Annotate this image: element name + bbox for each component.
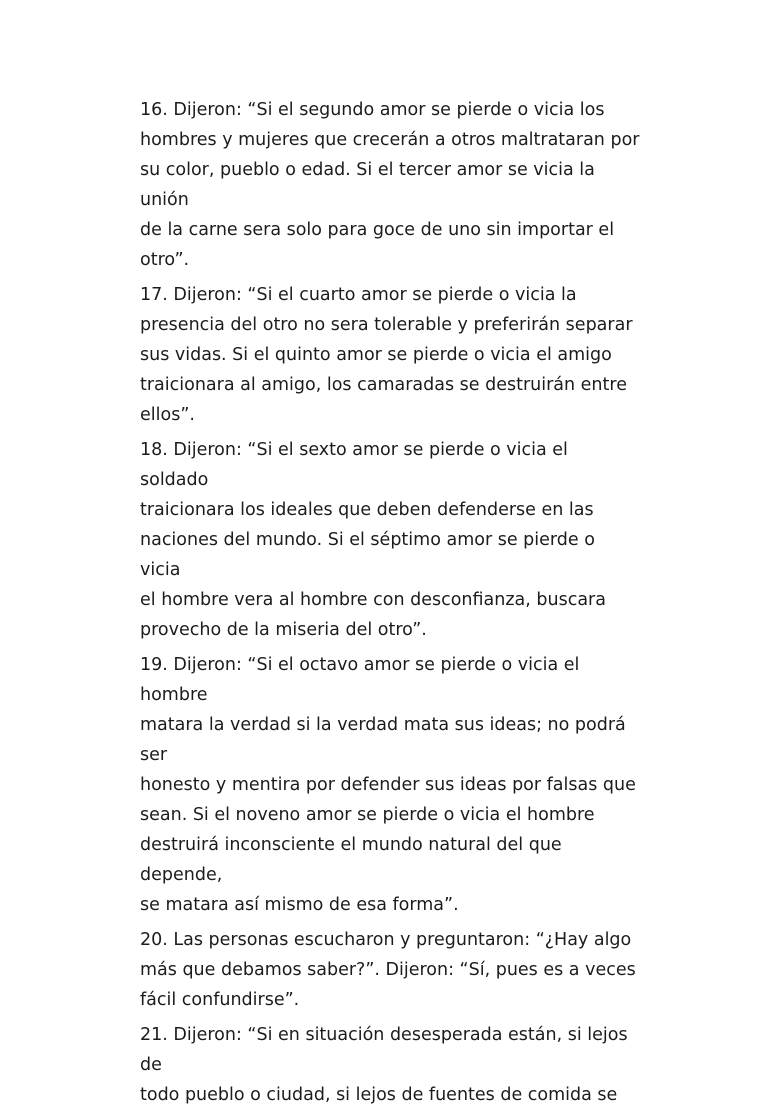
text-line: honesto y mentira por defender sus ideas por falsas que	[140, 775, 636, 795]
text-line: hombres y mujeres que crecerán a otros maltrataran por	[140, 130, 640, 150]
text-line: 21. Dijeron: “Si en situación desesperada están, si lejos de	[140, 1025, 628, 1075]
text-line: fácil confundirse”.	[140, 990, 300, 1010]
text-line: otro”.	[140, 250, 190, 270]
text-line: presencia del otro no sera tolerable y preferirán separar	[140, 315, 633, 335]
paragraph-17	[140, 280, 640, 430]
document-page	[140, 95, 640, 1115]
paragraph-16	[140, 95, 640, 275]
text-line: se matara así mismo de esa forma”.	[140, 895, 459, 915]
text-line: matara la verdad si la verdad mata sus ideas; no podrá ser	[140, 715, 626, 765]
text-line: destruirá inconsciente el mundo natural del que depende,	[140, 835, 562, 885]
paragraph-21	[140, 1020, 640, 1110]
text-line: más que debamos saber?”. Dijeron: “Sí, pues es a veces	[140, 960, 636, 980]
text-line: naciones del mundo. Si el séptimo amor se pierde o vicia	[140, 530, 595, 580]
text-line: sean. Si el noveno amor se pierde o vicia el hombre	[140, 805, 595, 825]
text-line: traicionara los ideales que deben defenderse en las	[140, 500, 594, 520]
paragraph-19	[140, 650, 640, 920]
text-line: su color, pueblo o edad. Si el tercer amor se vicia la unión	[140, 160, 595, 210]
text-line: traicionara al amigo, los camaradas se destruirán entre	[140, 375, 627, 395]
paragraph-20	[140, 925, 640, 1015]
text-line: 16. Dijeron: “Si el segundo amor se pierde o vicia los	[140, 100, 605, 120]
text-line: todo pueblo o ciudad, si lejos de fuentes de comida se	[140, 1085, 618, 1105]
text-line: 18. Dijeron: “Si el sexto amor se pierde o vicia el soldado	[140, 440, 568, 490]
text-line: provecho de la miseria del otro”.	[140, 620, 427, 640]
text-line: sus vidas. Si el quinto amor se pierde o vicia el amigo	[140, 345, 612, 365]
text-line: el hombre vera al hombre con desconfianza, buscara	[140, 590, 606, 610]
paragraph-18	[140, 435, 640, 645]
text-line: 20. Las personas escucharon y preguntaron: “¿Hay algo	[140, 930, 632, 950]
text-line: ellos”.	[140, 405, 195, 425]
text-line: 17. Dijeron: “Si el cuarto amor se pierde o vicia la	[140, 285, 577, 305]
text-line: de la carne sera solo para goce de uno sin importar el	[140, 220, 615, 240]
text-line: 19. Dijeron: “Si el octavo amor se pierde o vicia el hombre	[140, 655, 580, 705]
